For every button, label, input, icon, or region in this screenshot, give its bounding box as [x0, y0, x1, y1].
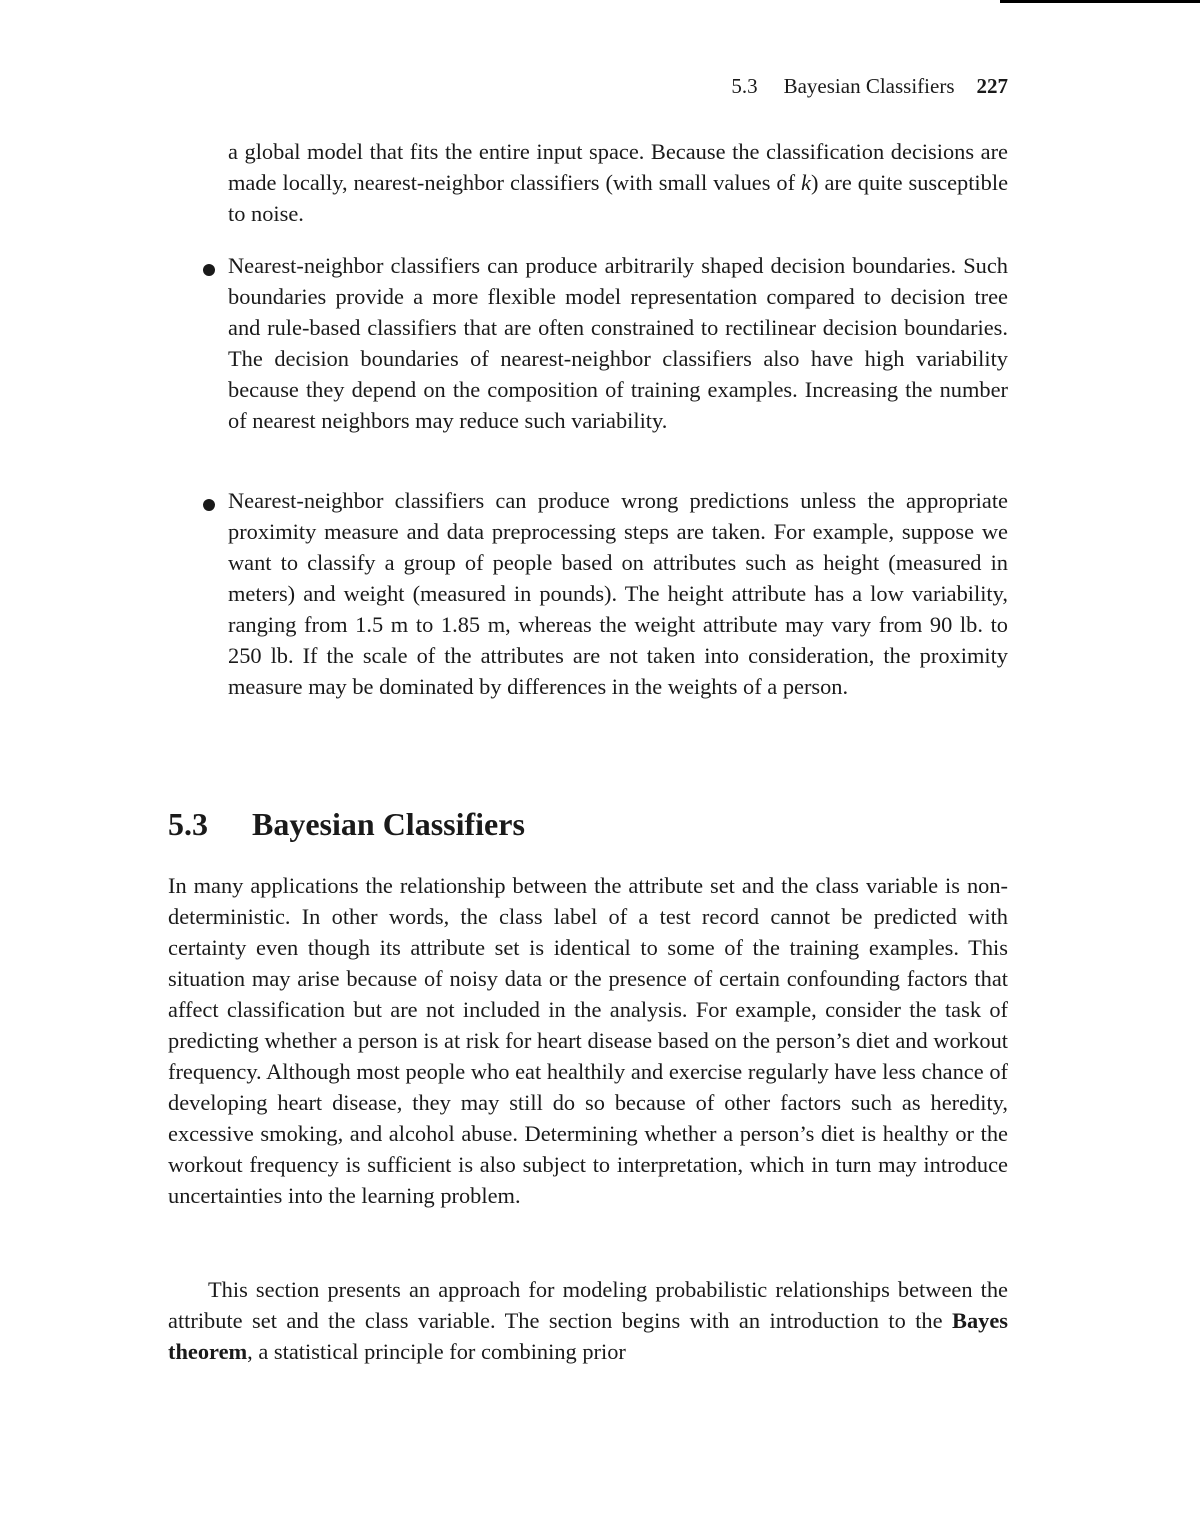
bullet-marker [203, 264, 215, 276]
continuation-paragraph: a global model that fits the entire input space. Because the classification decisions are made locally, nearest-neighbor classifiers (with small values of k) are quite susceptible to noise. [228, 139, 1009, 226]
section-heading-title: Bayesian Classifiers [252, 806, 525, 842]
section-heading [168, 806, 525, 843]
body-paragraph-1: In many applications the relationship between the attribute set and the class variable is non-deterministic. In other words, the class label of a test record cannot be predicted with certainty even though its attribute set is identical to some of the training examples. This situation may arise because of noisy data or the presence of certain confounding factors that affect classification but are not included in the analysis. For example, consider the task of predicting whether a person is at risk for heart disease based on the person’s diet and workout frequency. Although most people who eat healthily and exercise regularly have less chance of developing heart disease, they may still do so because of other factors such as heredity, excessive smoking, and alcohol abuse. Determining whether a person’s diet is healthy or the workout frequency is sufficient is also subject to interpretation, which in turn may introduce uncertainties into the learning problem. [168, 873, 1008, 1208]
running-head [500, 74, 1008, 99]
bullet-marker [203, 499, 215, 511]
variable-k: k [801, 170, 811, 195]
running-head-section-number: 5.3 [731, 74, 758, 98]
term-bayes-theorem: Bayes theorem [168, 1308, 1008, 1364]
bullet-item-boundaries: Nearest-neighbor classifiers can produce arbitrarily shaped decision boundaries. Such boundaries provide a more flexible model representation compared to decision tree and rule-based classifiers that are often constrained to rectilinear decision boundaries. The decision boundaries of nearest-neighbor classifiers also have high variability because they depend on the composition of training examples. Increasing the number of nearest neighbors may reduce such variability. [228, 253, 1008, 433]
body-paragraph-2: This section presents an approach for modeling probabilistic relationships between the attribute set and the class variable. The section begins with an introduction to the Bayes theorem, a statistical principle for combining prior [168, 1277, 1008, 1364]
top-edge-rule [1000, 0, 1200, 3]
running-head-section-title: Bayesian Classifiers [783, 74, 955, 98]
bullet-item-proximity: Nearest-neighbor classifiers can produce wrong predictions unless the appropriate proximity measure and data preprocessing steps are taken. For example, suppose we want to classify a group of people based on attributes such as height (measured in meters) and weight (measured in pounds). The height attribute has a low variability, ranging from 1.5 m to 1.85 m, whereas the weight attribute may vary from 90 lb. to 250 lb. If the scale of the attributes are not taken into consideration, the proximity measure may be dominated by differences in the weights of a person. [228, 488, 1008, 699]
section-heading-number: 5.3 [168, 806, 208, 842]
page-number: 227 [976, 74, 1008, 98]
